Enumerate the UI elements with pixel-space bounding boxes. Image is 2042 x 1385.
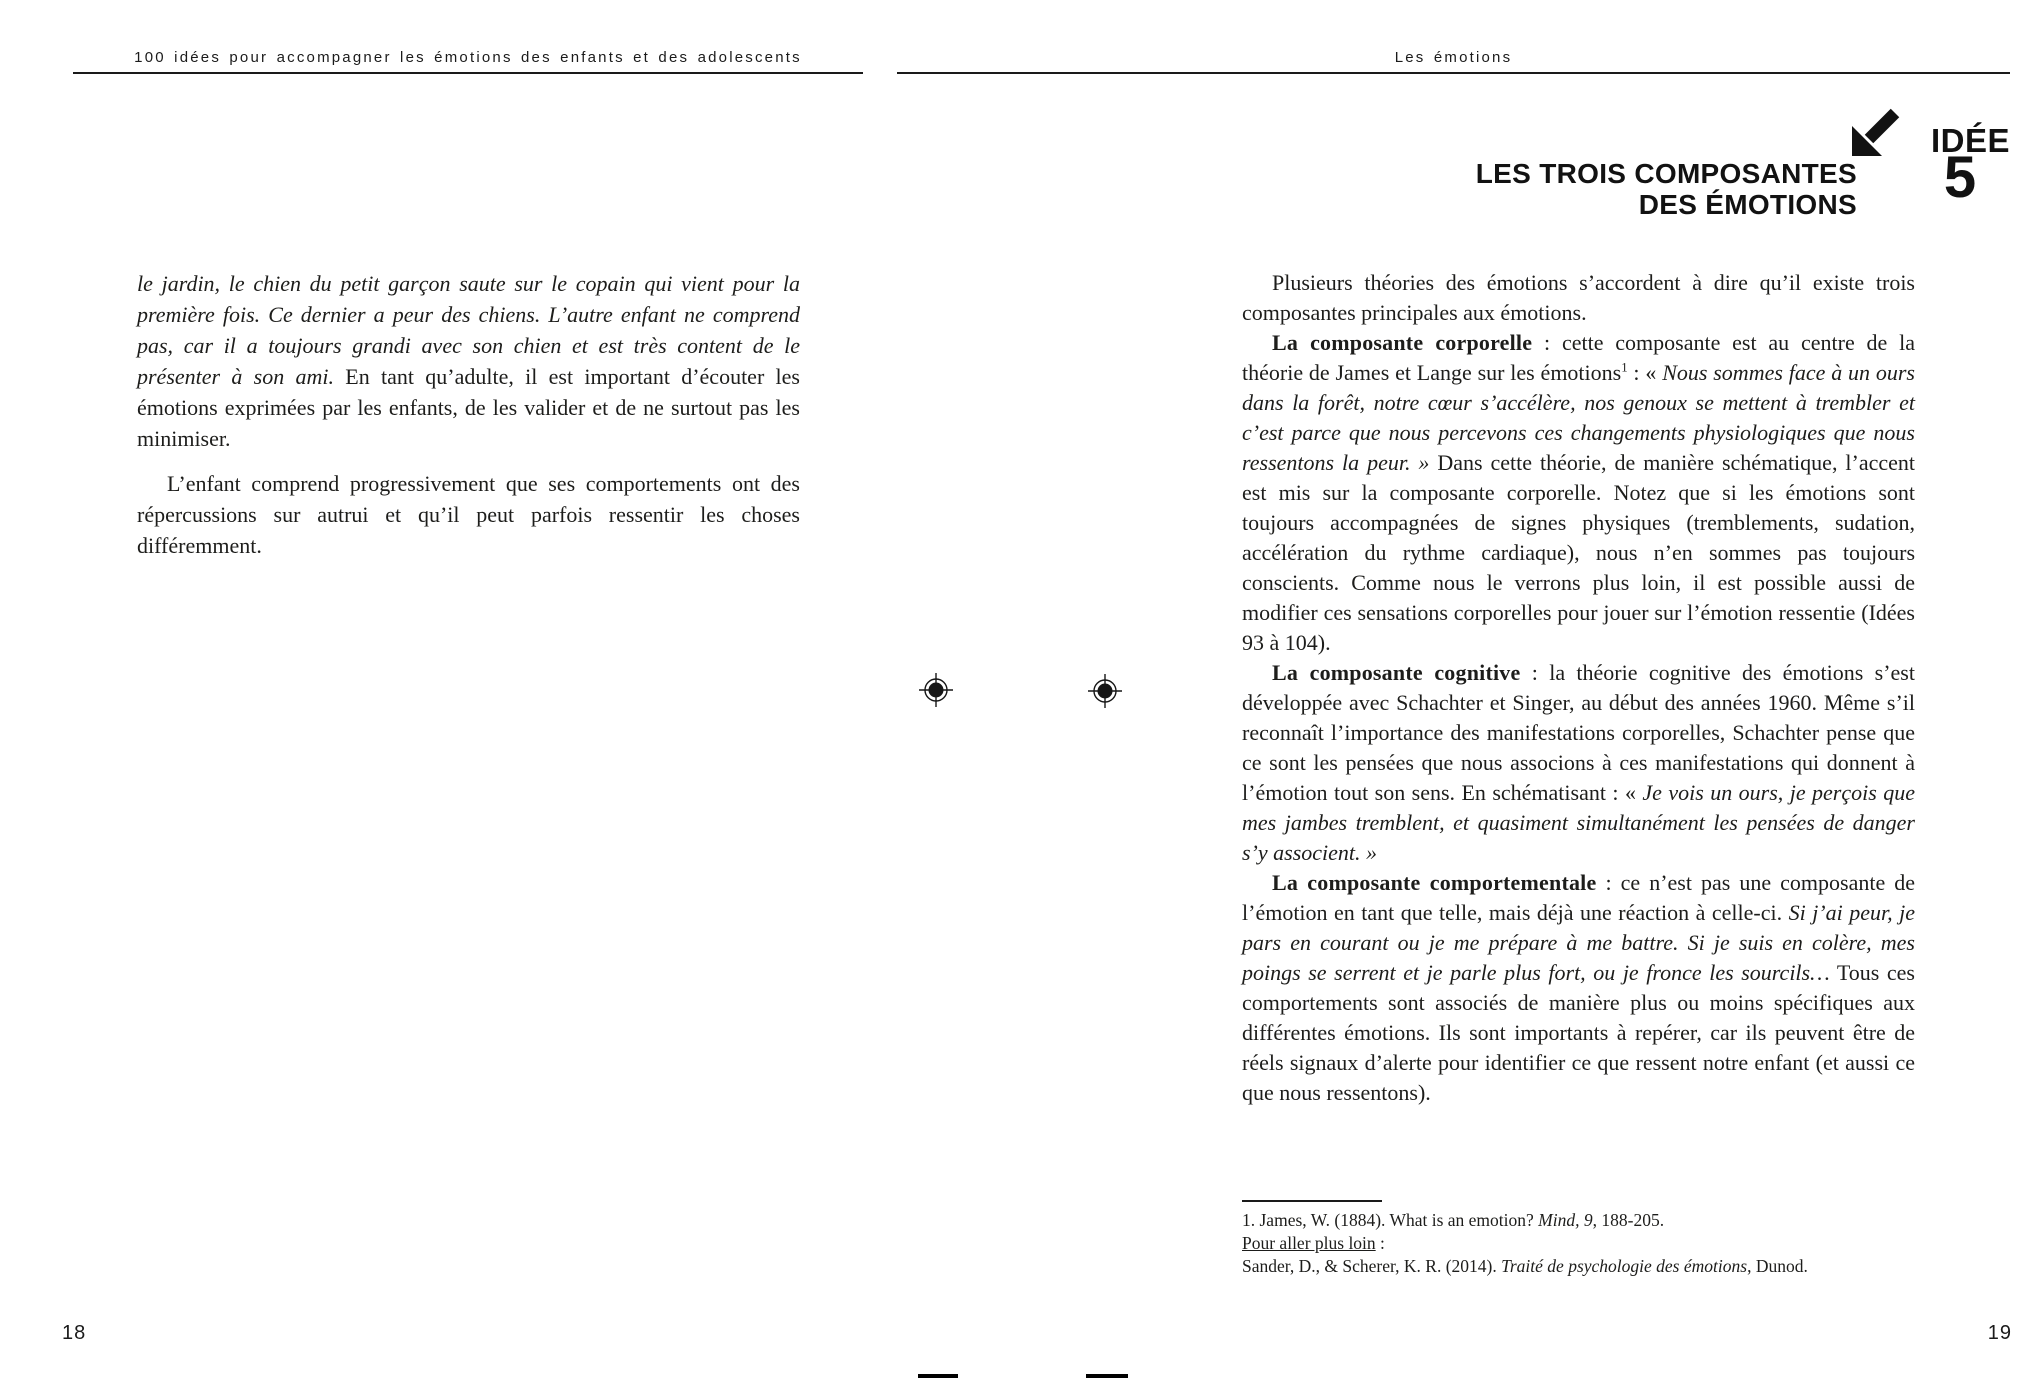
- footnote-more-colon: :: [1375, 1233, 1385, 1253]
- footnote-divider: [1242, 1200, 1382, 1202]
- corporelle-lead: La composante corporelle: [1272, 330, 1533, 355]
- corporelle-text-1: : cette composante est au centre de la théorie de James et Lange sur les émotions: [1242, 330, 1915, 385]
- arrow-down-left-icon: [1850, 106, 1902, 158]
- left-running-head: 100 idées pour accompagner les émotions des enfants et des adolescents: [134, 49, 802, 66]
- chapter-title-line1: LES TROIS COMPOSANTES: [1475, 158, 1857, 189]
- paragraph-comportementale: [1242, 868, 1915, 1108]
- left-page-number: 18: [62, 1322, 87, 1344]
- chapter-title-line2: DES ÉMOTIONS: [1638, 189, 1857, 220]
- footnote-1-journal: Mind, 9: [1538, 1210, 1593, 1230]
- right-page-body: [1242, 268, 1915, 1108]
- comportementale-text-1: : ce n’est pas une composante de l’émotion en tant que telle, mais déjà une réaction à celle-ci.: [1242, 870, 1916, 925]
- cognitive-quote: Je vois un ours, je perçois que mes jambes tremblent, et quasiment simultanément les pensées de danger s’y associent. »: [1242, 780, 1915, 865]
- right-running-head: Les émotions: [1394, 49, 1513, 66]
- comportementale-lead: La composante comportementale: [1272, 870, 1597, 895]
- crop-mark: [1086, 1374, 1128, 1378]
- left-page-body: [137, 268, 800, 561]
- footnotes-block: [1242, 1209, 1932, 1278]
- paragraph-vignette: [137, 268, 800, 454]
- corporelle-quote: Nous sommes face à un ours dans la forêt, notre cœur s’accélère, nos genoux se mettent à trembler et c’est parce que nous percevons ces changements physiologiques que nous ressentons la peur. »: [1242, 360, 1915, 475]
- vignette-italic-text: le jardin, le chien du petit garçon saute sur le copain qui vient pour la première fois. Ce dernier a peur des chiens. L’autre enfant ne comprend pas, car il a toujours grandi avec son chien et est très content de le présenter à son ami.: [137, 271, 800, 389]
- chapter-title: [1476, 158, 1857, 220]
- footnote-1: [1242, 1209, 1932, 1232]
- registration-mark-icon: [919, 673, 953, 707]
- footnote-more-label: [1242, 1232, 1932, 1255]
- footnote-more-underlined: Pour aller plus loin: [1242, 1233, 1376, 1253]
- footnote-1-text: 1. James, W. (1884). What is an emotion?: [1242, 1210, 1539, 1230]
- paragraph-corporelle: [1242, 328, 1915, 658]
- comportementale-example: Si j’ai peur, je pars en courant ou je me prépare à me battre. Si je suis en colère, mes poings se serrent et je parle plus fort, ou je fronce les sourcils…: [1242, 900, 1915, 985]
- corporelle-text-2: : «: [1627, 360, 1663, 385]
- footnote-1-pages: , 188-205.: [1592, 1210, 1665, 1230]
- cognitive-lead: La composante cognitive: [1272, 660, 1521, 685]
- idee-number: 5: [1943, 145, 1977, 210]
- vignette-roman-text: En tant qu’adulte, il est important d’écouter les émotions exprimées par les enfants, de les valider et de ne surtout pas les minimiser.: [137, 364, 800, 451]
- corporelle-text-3: Dans cette théorie, de manière schématique, l’accent est mis sur la composante corporelle. Notez que si les émotions sont toujours accompagnées de signes physiques (tremblements, sudation, accélération du rythme cardiaque), nous n’en sommes pas toujours conscients. Comme nous le verrons plus loin, il est possible aussi de modifier ces sensations corporelles pour jouer sur l’émotion ressentie (Idées 93 à 104).: [1242, 450, 1915, 655]
- footnote-2-publisher: , Dunod.: [1747, 1256, 1808, 1276]
- registration-mark-icon: [1088, 674, 1122, 708]
- footnote-2: [1242, 1255, 1932, 1278]
- right-page-number: 19: [1987, 1322, 2012, 1344]
- idee-label: IDÉE: [1930, 122, 2010, 159]
- footnote-ref-1: 1: [1621, 360, 1628, 375]
- footnote-2-book-title: Traité de psychologie des émotions: [1501, 1256, 1748, 1276]
- paragraph-cognitive: [1242, 658, 1915, 868]
- left-head-rule: [73, 72, 863, 74]
- paragraph-progress: L’enfant comprend progressivement que ses comportements ont des répercussions sur autrui et qu’il peut parfois ressentir les choses différemment.: [137, 471, 800, 558]
- crop-mark: [918, 1374, 958, 1378]
- cognitive-text: : la théorie cognitive des émotions s’est développée avec Schachter et Singer, au début des années 1960. Même s’il reconnaît l’importance des manifestations corporelles, Schachter pense que ce sont les pensées que nous associons à ces manifestations qui donnent à l’émotion tout son sens. En schématisant : «: [1242, 660, 1915, 805]
- paragraph-intro: Plusieurs théories des émotions s’accordent à dire qu’il existe trois composantes principales aux émotions.: [1242, 270, 1915, 325]
- footnote-2-text: Sander, D., & Scherer, K. R. (2014).: [1242, 1256, 1502, 1276]
- right-head-rule: [897, 72, 2010, 74]
- comportementale-text-2: Tous ces comportements sont associés de manière plus ou moins spécifiques aux différentes émotions. Ils sont importants à repérer, car ils peuvent être de réels signaux d’alerte pour identifier ce que ressent notre enfant (et aussi ce que nous ressentons).: [1242, 960, 1915, 1105]
